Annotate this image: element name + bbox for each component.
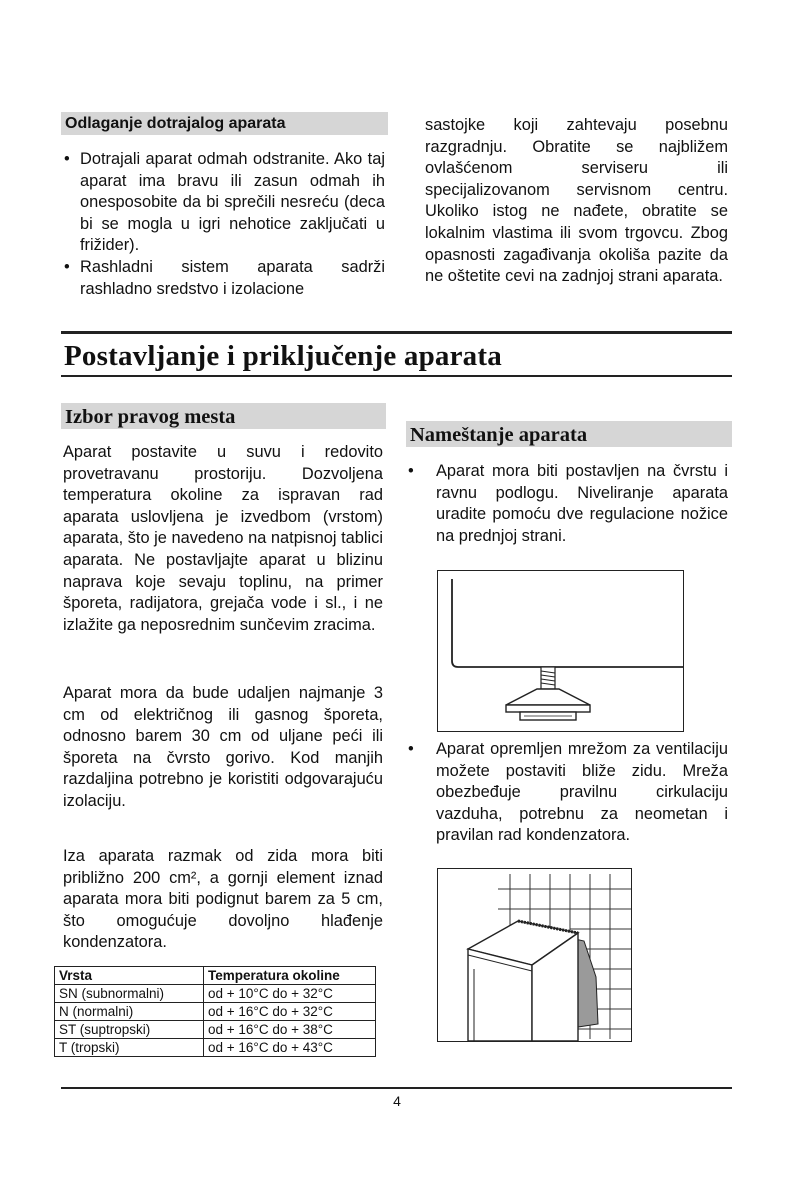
footer-rule: [61, 1087, 732, 1089]
leveling-foot-illustration: [437, 570, 684, 732]
disposal-heading: Odlaganje dotrajalog aparata: [61, 112, 388, 135]
ventilation-grid-illustration: [437, 868, 632, 1042]
bullet-icon: •: [408, 740, 414, 758]
list-item: • Dotrajali aparat odmah odstranite. Ako taj aparat ima bravu ili zasun odmah ih onesposobite da bi sprečili nesreću (deca bi se mogla u igri nehotice zaključati u frižider).: [64, 150, 385, 255]
table-row: [55, 1021, 376, 1039]
section-rule-bottom: [61, 375, 732, 377]
table-header-row: [55, 967, 376, 985]
location-para-3: Iza aparata razmak od zida mora biti približno 200 cm², a gornji element iznad aparata mora biti podignut barem za 5 cm, što omogućuje dovoljno hlađenje kondenzatora.: [63, 847, 383, 952]
disposal-list: [64, 149, 385, 300]
table-cell: od + 16°C do + 43°C: [204, 1039, 376, 1057]
table-cell: T (tropski): [55, 1039, 204, 1057]
table-cell: N (normalni): [55, 1003, 204, 1021]
table-row: [55, 985, 376, 1003]
page-number: 4: [393, 1093, 401, 1109]
placement-list-2: [408, 739, 728, 847]
table-row: [55, 1039, 376, 1057]
location-para-1: Aparat postavite u suvu i redovito provetravanu prostoriju. Dozvoljena temperatura okoline za ispravan rad aparata uslovljena je izvedbom (vrstom) aparata, što je navedeno na natpisnoj tablici aparata. Ne postavljajte aparat u blizinu naprava koje sevaju toplinu, na primer šporeta, radijatora, grejača vode i sl., i ne izlažite ga neposrednim sunčevim zracima.: [63, 443, 383, 634]
ventilation-grid-icon: [438, 869, 631, 1041]
table-cell: ST (suptropski): [55, 1021, 204, 1039]
section-rule-top: [61, 331, 732, 334]
list-item: • Aparat mora biti postavljen na čvrstu i ravnu podlogu. Niveliranje aparata uradite pomoću dve regulacione nožice na prednjoj strani.: [408, 462, 728, 545]
page-title: Postavljanje i priključenje aparata: [64, 340, 502, 372]
location-heading: Izbor pravog mesta: [61, 403, 386, 429]
table-header-cell: Vrsta: [55, 967, 204, 985]
list-item: • Rashladni sistem aparata sadrži rashladno sredstvo i izolacione: [64, 257, 385, 298]
location-para-2: Aparat mora da bude udaljen najmanje 3 cm od električnog ili gasnog šporeta, odnosno barem 30 cm od uljane peći ili šporeta na čvrsto gorivo. Kod manjih razdaljina potrebno je koristiti odgovarajuću izolaciju.: [63, 684, 383, 810]
table-header-cell: Temperatura okoline: [204, 967, 376, 985]
table-cell: SN (subnormalni): [55, 985, 204, 1003]
table-cell: od + 10°C do + 32°C: [204, 985, 376, 1003]
bullet-icon: •: [408, 462, 414, 480]
list-item: • Aparat opremljen mrežom za ventilaciju možete postaviti bliže zidu. Mreža obezbeđuje pravilnu cirkulaciju vazduha, potrebnu za neometan i pravilan rad kondenzatora.: [408, 740, 728, 845]
bullet-icon: •: [64, 150, 70, 168]
disposal-continued-text: sastojke koji zahtevaju posebnu razgradnju. Obratite se najbližem ovlašćenom serviseru ili specijalizovanom servisnom centru. Ukoliko istog ne nađete, obratite se lokalnim vlastima ili svom trgovcu. Zbog opasnosti zagađivanja okoliša pazite da ne oštetite cevi na zadnjoj strani aparata.: [425, 116, 728, 286]
placement-heading: Nameštanje aparata: [406, 421, 732, 447]
table-row: [55, 1003, 376, 1021]
placement-list-1: [408, 461, 728, 547]
table-cell: od + 16°C do + 32°C: [204, 1003, 376, 1021]
bullet-icon: •: [64, 257, 70, 276]
temperature-table: [54, 966, 376, 1057]
leveling-foot-icon: [438, 571, 683, 731]
table-cell: od + 16°C do + 38°C: [204, 1021, 376, 1039]
